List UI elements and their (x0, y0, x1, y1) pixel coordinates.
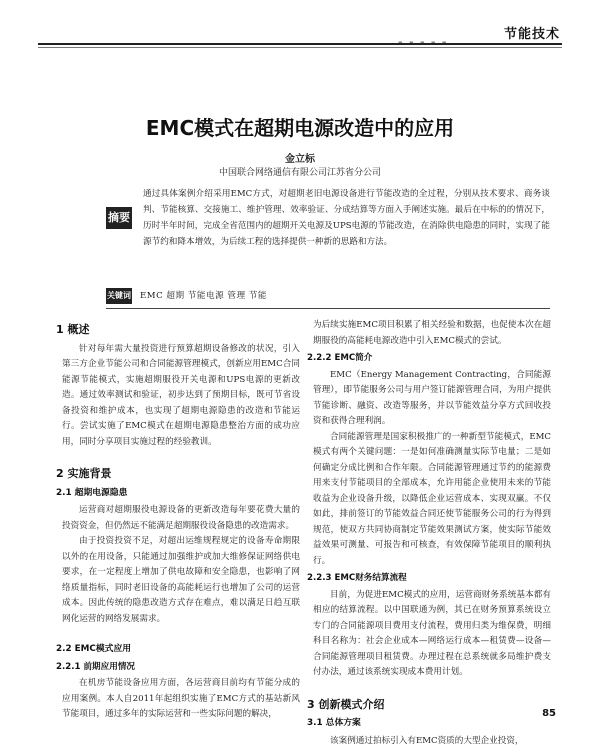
section-heading: 1 概述 (56, 322, 300, 338)
section-heading: 2 实施背景 (56, 466, 300, 482)
article-title: EMC模式在超期电源改造中的应用 (0, 112, 600, 141)
abstract-divider (106, 308, 550, 309)
page-number: 85 (542, 708, 556, 719)
section-heading: 3 创新模式介绍 (307, 697, 551, 713)
paragraph: 为后续实施EMC项目积累了相关经验和数据，也促使本次在超期服役的高能耗电源改造中引入EMC模式的尝试。 (313, 318, 551, 349)
keywords-row (106, 287, 550, 305)
section-tag: 节能技术 (504, 23, 560, 42)
paragraph: 针对每年需大量投资进行预算超期设备修改的状况，引入第三方企业节能公司和合同能源管理模式，创新应用EMC合同能源节能模式，实施超期服役开关电源和UPS电源的更新改造。通过效率测试和验证，初步达到了预期目标，既可节省设备投资和维护成本，也实现了超期电源隐患的改造和节能运行。尝试实施了EMC模式在超期电源隐患整治方面的成功应用，同时分享项目实施过程的经验教训。 (62, 342, 300, 451)
header-rule (38, 43, 562, 45)
paragraph: 目前，为促进EMC模式的应用，运营商财务系统基本都有相应的结算流程。以中国联通为例，其已在财务预算系统设立专门的合同能源项目费用支付流程，费用归类为维保费，明细科目名称为：社会企业成本—网络运行成本—租赁费—设备—合同能源管理项目租赁费。办理过程在总系统就多局维护费支付办法，通过该系统实现成本费用计划。 (313, 588, 551, 681)
paragraph: 该案例通过拍标引入有EMC资质的大型企业投资， (313, 734, 551, 749)
right-column (313, 318, 551, 749)
abstract (110, 186, 550, 250)
subsection-heading: 3.1 总体方案 (307, 716, 551, 732)
subsubsection-heading: 2.2.1 前期应用情况 (56, 660, 300, 676)
keywords-text: EMC 超期 节能电源 管理 节能 (140, 291, 267, 301)
left-column (62, 318, 300, 723)
paragraph: 在机房节能设备应用方面，各运营商目前均有节能分成的应用案例。本人自2011年起组织实施了EMC方式的基站新风节能项目，通过多年的实际运营和一些实际问题的解决， (62, 676, 300, 723)
paragraph: EMC（Energy Management Contracting，合同能源管理），即节能服务公司与用户签订能源管理合同，为用户提供节能诊断、融资、改造等服务，并以节能效益分享方式回收投资和获得合理利润。 (313, 368, 551, 430)
subsection-heading: 2.2 EMC模式应用 (56, 642, 300, 658)
abstract-label: 摘要 (106, 207, 132, 229)
paragraph: 运营商对超期服役电源设备的更新改造每年要花费大量的投资资金，但仍然远不能满足超期服役设备隐患的改造需求。 (62, 503, 300, 534)
article-author: 金立标 (0, 150, 600, 165)
abstract-text: 通过具体案例介绍采用EMC方式，对超期老旧电源设备进行节能改造的全过程，分别从技术要求、商务谈判、节能核算、交接施工、维护管理、效率验证、分成结算等方面入手阐述实施。最后在中标的的情况下，历时半年时间，完成全省范围内的超期开关电源及UPS电源的节能改造，在消除供电隐患的同时，实现了能源节约和降本增效，为后续工程的选择提供一种新的思路和方法。 (110, 186, 550, 250)
subsection-heading: 2.1 超期电源隐患 (56, 486, 300, 502)
paragraph: 合同能源管理是国家积极推广的一种新型节能模式，EMC模式有两个关键问题：一是如何准确测量实际节电量；二是如何确定分成比例和合作年限。合同能源管理通过节约的能源费用来支付节能项目的全部成本，允许用能企业使用未来的节能收益为企业设备升级，以降低企业运营成本、实现双赢。不仅如此，排前签订的节能效益合同还使节能服务公司的行为得到规范，使双方共同协商制定节能效果测试方案，使实际节能效益效果可测量、可报告和可核查，有效保障节能项目的顺利执行。 (313, 430, 551, 570)
keywords-label: 关键词 (106, 288, 132, 304)
article-affiliation: 中国联合网络通信有限公司江苏省分公司 (0, 165, 600, 178)
subsubsection-heading: 2.2.3 EMC财务结算流程 (307, 571, 551, 587)
header-rule-thin (38, 47, 562, 48)
subsubsection-heading: 2.2.2 EMC简介 (307, 351, 551, 367)
paragraph: 由于投资投资不足，对超出运维规程规定的设备寿命期限以外的在用设备，只能通过加强维护或加大维修保证网络供电要求，在一定程度上增加了供电故障和安全隐患，也影响了网络质量指标，同时老旧设备的高能耗运行也增加了公司的运营成本。因此传统的隐患改造方式存在难点，难以满足日趋互联网化运营的网络发展需求。 (62, 534, 300, 627)
